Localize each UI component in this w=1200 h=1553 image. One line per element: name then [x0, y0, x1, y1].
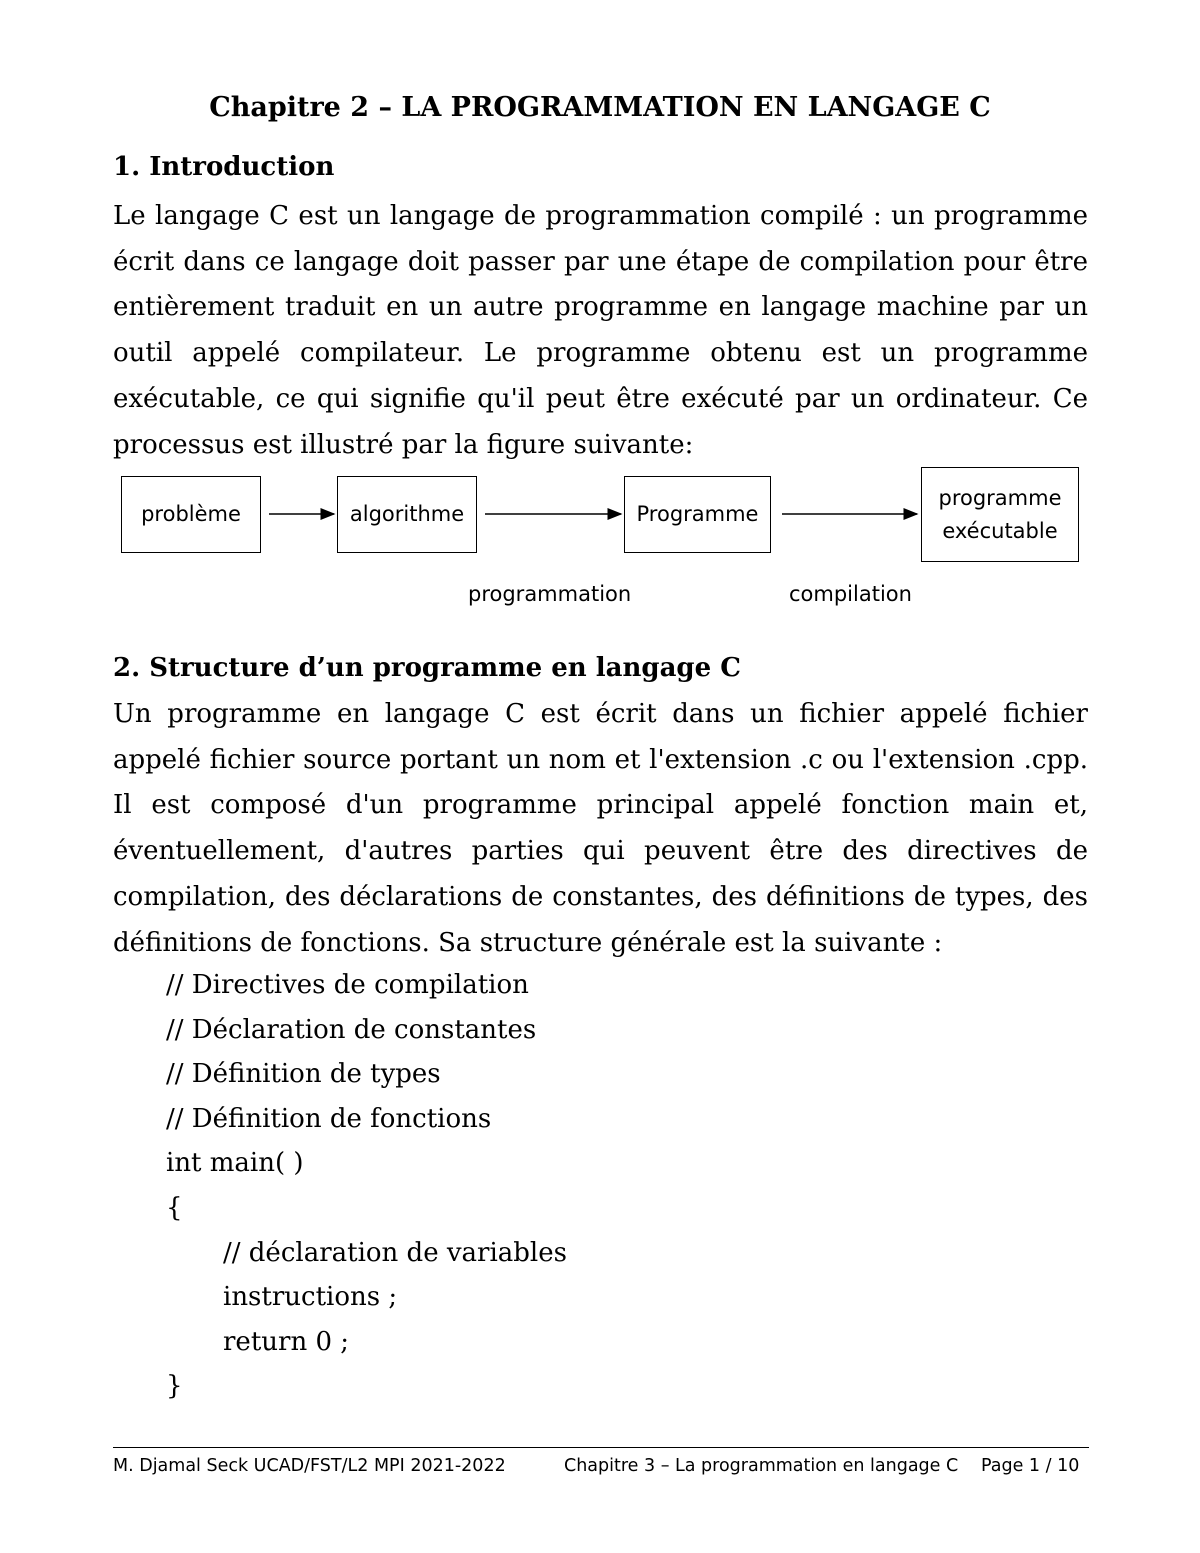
- footer-author: M. Djamal Seck UCAD/FST/L2 MPI 2021-2022: [113, 1456, 506, 1476]
- page-footer: [113, 1456, 1089, 1536]
- diagram-box-probleme: problème: [121, 476, 261, 553]
- code-line: // Directives de compilation: [166, 970, 529, 1000]
- edge-label-programmation: programmation: [468, 582, 632, 606]
- code-line: // Définition de fonctions: [166, 1103, 492, 1134]
- section-1-heading: 1. Introduction: [113, 152, 335, 182]
- code-line: instructions ;: [223, 1282, 398, 1313]
- section-1-paragraph: Le langage C est un langage de programmation compilé : un programme écrit dans ce langage doit passer par une étape de compilation pour être entièrement traduit en un autre programme en langage machine par un outil appelé compilateur. Le programme obtenu est un programme exécutable, ce qui signifie qu'il peut être exécuté par un ordinateur. Ce processus est illustré par la figure suivante:: [113, 201, 1088, 460]
- code-line: return 0 ;: [223, 1326, 350, 1357]
- page-title: Chapitre 2 – LA PROGRAMMATION EN LANGAGE C: [209, 92, 991, 123]
- diagram-box-programme-executable: programme exécutable: [921, 467, 1079, 562]
- code-line: // déclaration de variables: [223, 1237, 567, 1268]
- footer-divider: [113, 1447, 1089, 1448]
- code-line: // Déclaration de constantes: [166, 1014, 537, 1045]
- code-line: }: [166, 1371, 183, 1402]
- code-structure-block: [166, 963, 567, 1409]
- section-2-heading: 2. Structure d’un programme en langage C: [113, 653, 741, 683]
- footer-chapter: Chapitre 3 – La programmation en langage C: [564, 1456, 959, 1476]
- edge-label-compilation: compilation: [789, 582, 912, 606]
- code-line: int main( ): [166, 1148, 304, 1179]
- code-line: {: [166, 1192, 183, 1223]
- section-2-paragraph: Un programme en langage C est écrit dans un fichier appelé fichier appelé fichier source portant un nom et l'extension .c ou l'extension .cpp. Il est composé d'un programme principal appelé fonction main et, éventuellement, d'autres parties qui peuvent être des directives de compilation, des déclarations de constantes, des définitions de types, des définitions de fonctions. Sa structure générale est la suivante :: [113, 699, 1088, 958]
- diagram-box-programme: Programme: [624, 476, 771, 553]
- code-line: // Définition de types: [166, 1059, 441, 1090]
- diagram-box-algorithme: algorithme: [337, 476, 477, 553]
- diagram-arrows: [0, 0, 1200, 620]
- footer-page-number: Page 1 / 10: [981, 1456, 1080, 1476]
